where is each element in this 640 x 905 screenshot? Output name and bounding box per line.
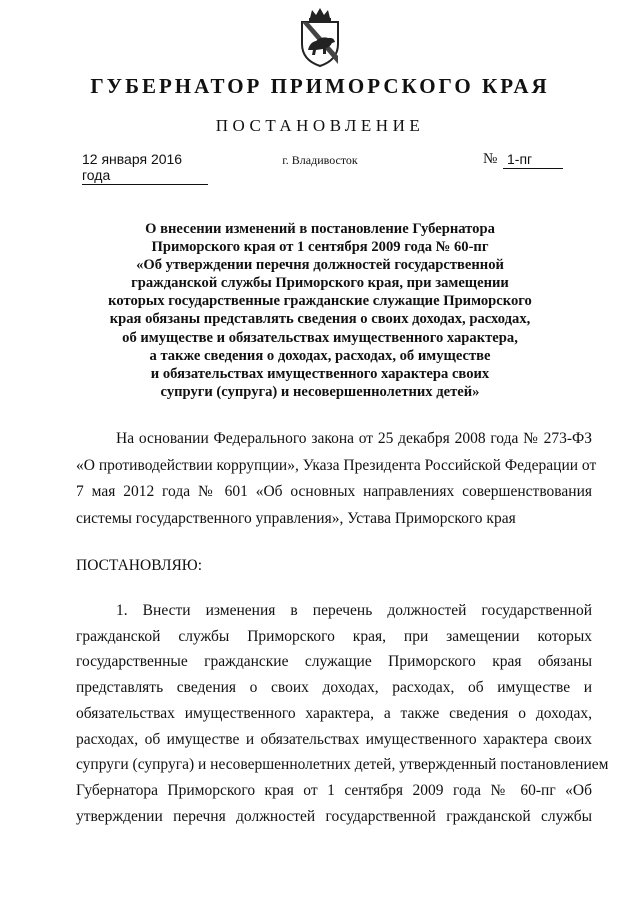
title-line: гражданской службы Приморского края, при замещении bbox=[131, 275, 509, 292]
title-line: и обязательствах имущественного характера своих bbox=[150, 365, 490, 382]
item-line: 1. Внести изменения в перечень должностей государственной bbox=[116, 602, 592, 619]
title-line: об имуществе и обязательствах имущественного характера, bbox=[122, 329, 518, 346]
document-date: 12 января 2016 года bbox=[82, 151, 208, 185]
document-type: ПОСТАНОВЛЕНИЕ bbox=[215, 116, 425, 135]
item-line: гражданской службы Приморского края, при замещении которых bbox=[76, 627, 592, 645]
item-line: представлять сведения о своих доходах, расходах, об имуществе и bbox=[76, 679, 592, 697]
issuing-authority: ГУБЕРНАТОР ПРИМОРСКОГО КРАЯ bbox=[90, 74, 550, 98]
document-title bbox=[70, 220, 570, 401]
item-line: супруги (супруга) и несовершеннолетних детей, утвержденный постановлением bbox=[76, 756, 609, 774]
preamble-line: На основании Федерального закона от 25 декабря 2008 года № 273-ФЗ bbox=[116, 430, 592, 447]
title-line: Приморского края от 1 сентября 2009 года № 60-пг bbox=[151, 239, 489, 256]
preamble-line: системы государственного управления», Устава Приморского края bbox=[76, 509, 516, 527]
preamble-paragraph bbox=[76, 426, 597, 532]
decree-word: ПОСТАНОВЛЯЮ: bbox=[76, 557, 203, 574]
number-label: № bbox=[483, 151, 498, 167]
item-line: расходах, об имуществе и обязательствах имущественного характера своих bbox=[76, 730, 592, 748]
coat-of-arms-icon bbox=[296, 6, 344, 68]
document-meta bbox=[0, 151, 640, 183]
item-line: утверждении перечня должностей государственной гражданской службы bbox=[76, 807, 592, 825]
title-line: которых государственные гражданские служащие Приморского bbox=[108, 293, 532, 310]
preamble-line: «О противодействии коррупции», Указа Президента Российской Федерации от bbox=[76, 456, 597, 474]
item-line: государственные гражданские служащие Приморского края обязаны bbox=[76, 653, 592, 671]
item-1-paragraph bbox=[76, 598, 609, 829]
title-line: О внесении изменений в постановление Губернатора bbox=[145, 221, 495, 237]
title-line: супруги (супруга) и несовершеннолетних детей» bbox=[160, 383, 480, 400]
title-line: а также сведения о доходах, расходах, об имуществе bbox=[149, 347, 491, 364]
item-line: обязательствах имущественного характера, а также сведения о доходах, bbox=[76, 704, 592, 722]
document-city: г. Владивосток bbox=[282, 153, 358, 167]
title-line: «Об утверждении перечня должностей государственной bbox=[136, 257, 504, 274]
item-line: Губернатора Приморского края от 1 сентября 2009 года № 60-пг «Об bbox=[76, 781, 592, 799]
title-line: края обязаны представлять сведения о своих доходах, расходах, bbox=[109, 311, 531, 328]
preamble-line: 7 мая 2012 года № 601 «Об основных направлениях совершенствования bbox=[76, 483, 592, 500]
document-number: 1-пг bbox=[503, 151, 563, 169]
